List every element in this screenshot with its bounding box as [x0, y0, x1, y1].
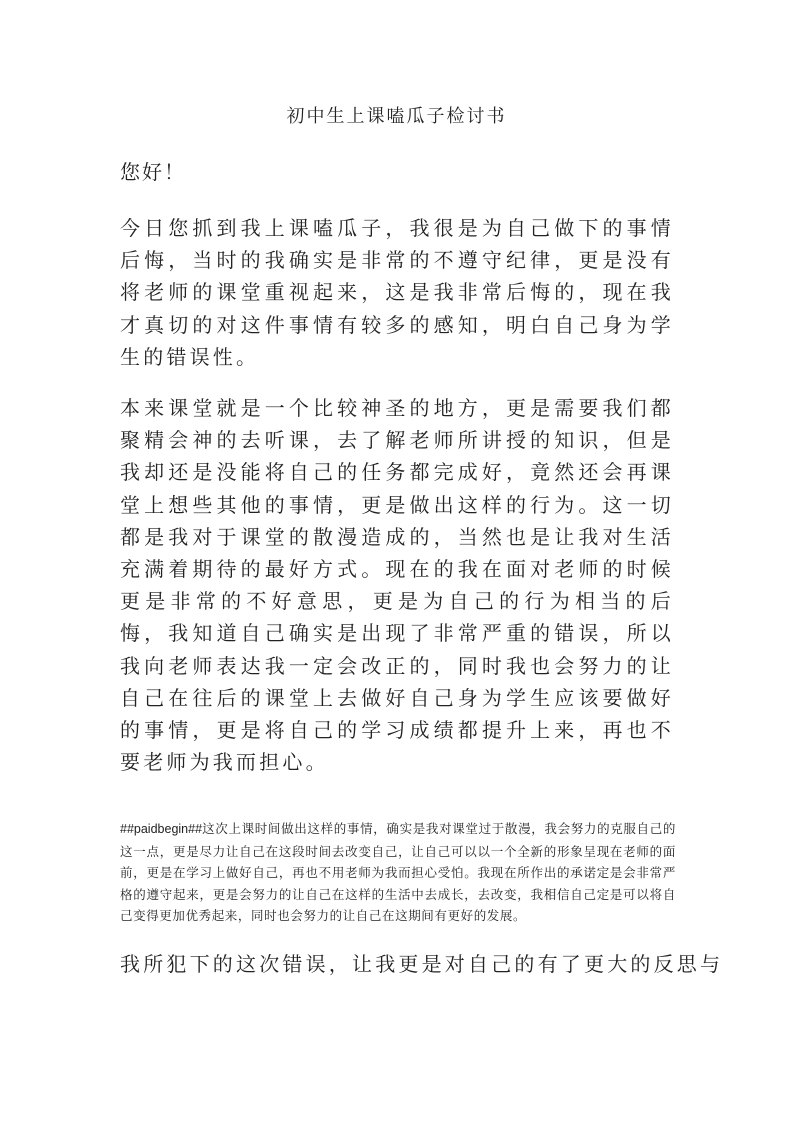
paragraph-2: 本来课堂就是一个比较神圣的地方，更是需要我们都聚精会神的去听课，去了解老师所讲授的知识，但是我却还是没能将自己的任务都完成好，竟然还会再课堂上想些其他的事情，更是做出这样的行为。这一切都是我对于课堂的散漫造成的，当然也是让我对生活充满着期待的最好方式。现在的我在面对老师的时候更是非常的不好意思，更是为自己的行为相当的后悔，我知道自己确实是出现了非常严重的错误，所以我向老师表达我一定会改正的，同时我也会努力的让自己在往后的课堂上去做好自己身为学生应该要做好的事情，更是将自己的学习成绩都提升上来，再也不要老师为我而担心。 — [120, 396, 674, 775]
document-title: 初中生上课嗑瓜子检讨书 — [286, 106, 507, 127]
paragraph-1: 今日您抓到我上课嗑瓜子，我很是为自己做下的事情后悔，当时的我确实是非常的不遵守纪律，更是没有将老师的课堂重视起来，这是我非常后悔的，现在我才真切的对这件事情有较多的感知，明白自己身为学生的错误性。 — [120, 216, 674, 369]
paragraph-3-text: 这次上课时间做出这样的事情，确实是我对课堂过于散漫，我会努力的克服自己的这一点，更是尽力让自己在这段时间去改变自己，让自己可以以一个全新的形象呈现在老师的面前，更是在学习上做好自己，再也不用老师为我而担心受怕。我现在所作出的承诺定是会非常严格的遵守起来，更是会努力的让自己在这样的生活中去成长，去改变，我相信自己定是可以将自己变得更加优秀起来，同时也会努力的让自己在这期间有更好的发展。 — [120, 821, 676, 924]
paragraph-3 — [120, 818, 676, 927]
greeting: 您好！ — [120, 160, 186, 184]
paid-marker: ##paidbegin## — [120, 822, 203, 836]
paragraph-4: 我所犯下的这次错误，让我更是对自己的有了更大的反思与 — [120, 952, 724, 976]
